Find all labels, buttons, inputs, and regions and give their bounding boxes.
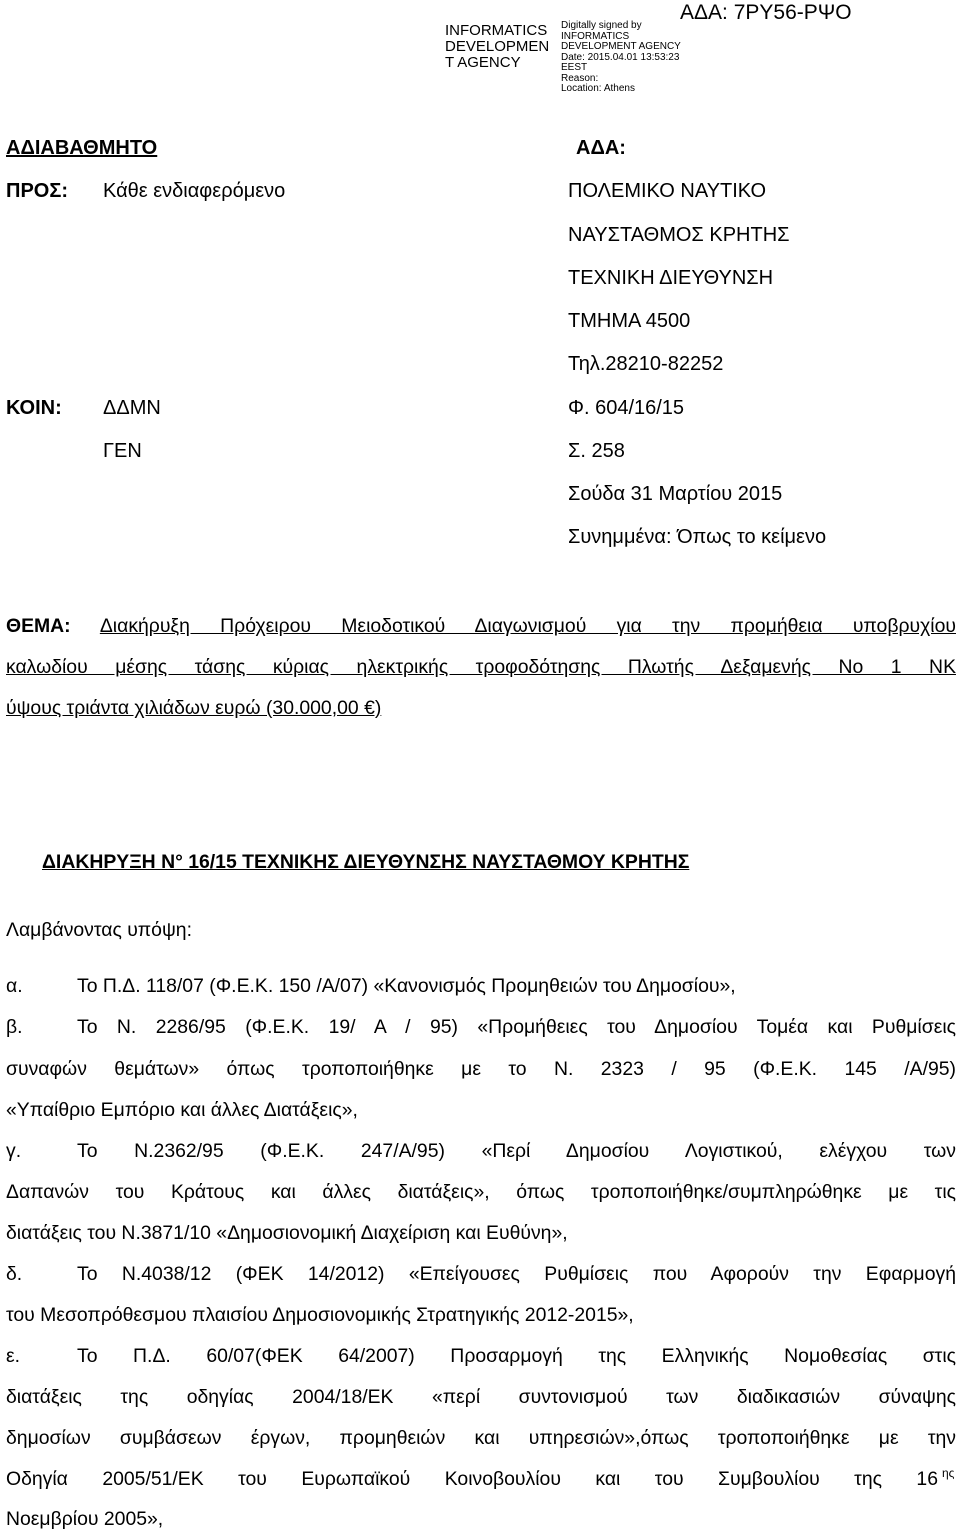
item-text: «Υπαίθριο Εμπόριο και άλλες Διατάξεις»,	[6, 1099, 358, 1121]
ada-top: ΑΔΑ: 7ΡΥ56-ΡΨΟ	[680, 1, 852, 24]
sender-line: Σούδα 31 Μαρτίου 2015	[568, 483, 783, 505]
signature-detail: Location: Athens	[561, 83, 635, 94]
to-value: Κάθε ενδιαφερόμενο	[103, 180, 286, 202]
sender-line: ΝΑΥΣΤΑΘΜΟΣ ΚΡΗΤΗΣ	[568, 224, 790, 246]
item-marker: δ.	[6, 1263, 23, 1285]
ordinal-superscript: ης	[942, 1466, 955, 1480]
signature-details	[561, 21, 681, 95]
signature-org-line: DEVELOPMEN	[445, 38, 550, 55]
item-marker: α.	[6, 975, 23, 997]
item-text: Το Ν. 2286/95 (Φ.Ε.Κ. 19/ Α / 95) «Προμήθειες του Δημοσίου Τομέα και Ρυθμίσεις	[77, 1016, 956, 1038]
signature-org-line: INFORMATICS	[445, 22, 548, 39]
intro-text: Λαμβάνοντας υπόψη:	[6, 919, 192, 941]
koin-value: ΔΔΜΝ	[103, 397, 161, 419]
koin-value: ΓΕΝ	[103, 440, 142, 462]
signature-org-line: T AGENCY	[445, 54, 521, 71]
signature-org	[445, 23, 549, 71]
item-text: Οδηγία 2005/51/ΕΚ του Ευρωπαϊκού Κοινοβουλίου και του Συμβουλίου της 16	[6, 1468, 938, 1490]
classification: ΑΔΙΑΒΑΘΜΗΤΟ	[6, 137, 158, 159]
signature-detail: EEST	[561, 62, 588, 73]
sender-line: ΤΕΧΝΙΚΗ ΔΙΕΥΘΥΝΣΗ	[568, 267, 774, 289]
item-text: Το Ν.4038/12 (ΦΕΚ 14/2012) «Επείγουσες Ρυθμίσεις που Αφορούν την Εφαρμογή	[77, 1263, 956, 1285]
item-text: δημοσίων συμβάσεων έργων, προμηθειών και υπηρεσιών»,όπως τροποποιήθηκε με την	[6, 1427, 956, 1449]
page-title: ΔΙΑΚΗΡΥΞΗ Ν° 16/15 ΤΕΧΝΙΚΗΣ ΔΙΕΥΘΥΝΣΗΣ ΝΑΥΣΤΑΘΜΟΥ ΚΡΗΤΗΣ	[42, 851, 690, 873]
item-text: συναφών θεμάτων» όπως τροποποιήθηκε με το Ν. 2323 / 95 (Φ.Ε.Κ. 145 /Α/95)	[6, 1058, 956, 1080]
item-text: Το Π.Δ. 118/07 (Φ.Ε.Κ. 150 /Α/07) «Κανονισμός Προμηθειών του Δημοσίου»,	[77, 975, 736, 997]
item-text: του Μεσοπρόθεσμου πλαισίου Δημοσιονομικής Στρατηγικής 2012-2015»,	[6, 1304, 634, 1326]
item-text: Νοεμβρίου 2005»,	[6, 1508, 164, 1530]
subject-label: ΘΕΜΑ:	[6, 615, 71, 637]
signature-detail: Reason:	[561, 72, 599, 84]
sender-line: Συνημμένα: Όπως το κείμενο	[568, 526, 827, 548]
sender-line: Τηλ.28210-82252	[568, 353, 724, 375]
item-text: διατάξεις της οδηγίας 2004/18/ΕΚ «περί συντονισμού των διαδικασιών σύναψης	[6, 1386, 956, 1408]
item-marker: γ.	[6, 1140, 22, 1162]
koin-label: ΚΟΙΝ:	[6, 397, 62, 419]
item-text: Το Π.Δ. 60/07(ΦΕΚ 64/2007) Προσαρμογή της Ελληνικής Νομοθεσίας στις	[77, 1345, 956, 1367]
sender-line: ΠΟΛΕΜΙΚΟ ΝΑΥΤΙΚΟ	[568, 180, 767, 202]
subject-text: Διακήρυξη Πρόχειρου Μειοδοτικού Διαγωνισμού για την προμήθεια υποβρυχίου	[99, 615, 956, 637]
item-marker: β.	[6, 1016, 23, 1038]
signature-detail: Date: 2015.04.01 13:53:23	[561, 51, 680, 63]
signature-detail: INFORMATICS	[561, 30, 630, 42]
sender-line: Φ. 604/16/15	[568, 397, 685, 419]
signature-detail: Digitally signed by	[561, 20, 642, 31]
ada-label: ΑΔΑ:	[576, 137, 626, 159]
sender-line: Σ. 258	[568, 440, 625, 462]
item-text: Το Ν.2362/95 (Φ.Ε.Κ. 247/Α/95) «Περί Δημοσίου Λογιστικού, ελέγχου των	[77, 1140, 956, 1162]
item-text: Δαπανών του Κράτους και άλλες διατάξεις», όπως τροποποιήθηκε/συμπληρώθηκε με τις	[6, 1181, 956, 1203]
item-marker: ε.	[6, 1345, 21, 1367]
to-label: ΠΡΟΣ:	[6, 180, 69, 202]
item-text: διατάξεις του Ν.3871/10 «Δημοσιονομική Διαχείριση και Ευθύνη»,	[6, 1222, 568, 1244]
sender-line: ΤΜΗΜΑ 4500	[568, 310, 691, 332]
signature-detail: DEVELOPMENT AGENCY	[561, 41, 681, 52]
subject-line: ύψους τριάντα χιλιάδων ευρώ (30.000,00 €)	[6, 697, 382, 719]
subject-line	[6, 615, 956, 638]
subject-line: καλωδίου μέσης τάσης κύριας ηλεκτρικής τροφοδότησης Πλωτής Δεξαμενής Νο 1 ΝΚ	[6, 656, 956, 678]
